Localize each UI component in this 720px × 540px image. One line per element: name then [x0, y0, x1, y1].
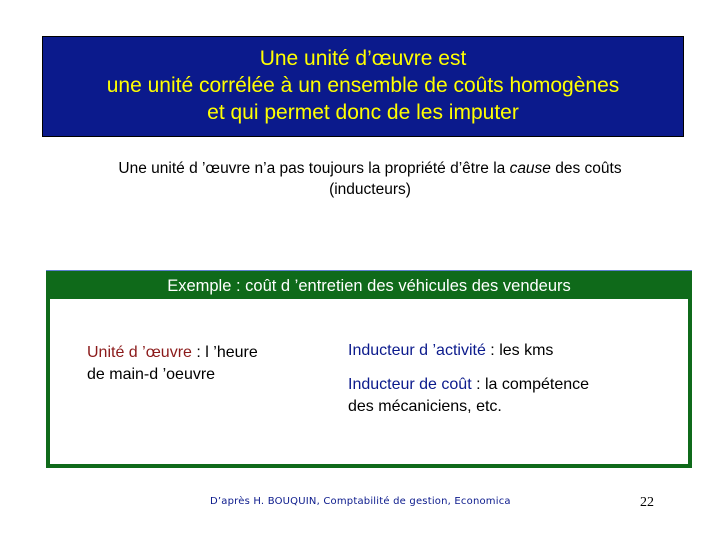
title-line-2: une unité corrélée à un ensemble de coûts homogènes [106, 74, 620, 97]
note-paragraph [50, 158, 690, 200]
example-right-column [348, 340, 688, 418]
inducteur-activite-line [348, 340, 688, 362]
inducteur-cout-line-1 [348, 374, 688, 396]
title-line-3: et qui permet donc de les imputer [207, 101, 519, 124]
footer-source: D’après H. BOUQUIN, Comptabilité de gestion, Economica [210, 496, 511, 507]
note-italic-cause: cause [509, 160, 551, 177]
note-line-1 [50, 158, 690, 179]
page-number: 22 [640, 495, 654, 510]
unite-oeuvre-line-1 [87, 342, 337, 364]
note-text-after: des coûts [550, 160, 622, 177]
unite-oeuvre-label: Unité d ’œuvre [87, 344, 192, 361]
inducteur-activite-label: Inducteur d ’activité [348, 342, 486, 359]
inducteur-activite-value: : les kms [485, 342, 554, 359]
inducteur-cout-line-2: des mécaniciens, etc. [348, 398, 502, 415]
note-text-before: Une unité d ’œuvre n’a pas toujours la propriété d’être la [118, 160, 510, 177]
unite-oeuvre-value: : l ’heure [191, 344, 258, 361]
example-left-column [87, 342, 337, 386]
inducteur-cout-value: : la compétence [471, 376, 590, 393]
note-line-2: (inducteurs) [329, 181, 411, 198]
example-header: Exemple : coût d ’entretien des véhicules des vendeurs [46, 270, 692, 300]
title-line-1: Une unité d’œuvre est [259, 47, 467, 70]
inducteur-cout-label: Inducteur de coût [348, 376, 472, 393]
slide-title-box [42, 36, 684, 137]
unite-oeuvre-line-2: de main-d ’oeuvre [87, 366, 216, 383]
